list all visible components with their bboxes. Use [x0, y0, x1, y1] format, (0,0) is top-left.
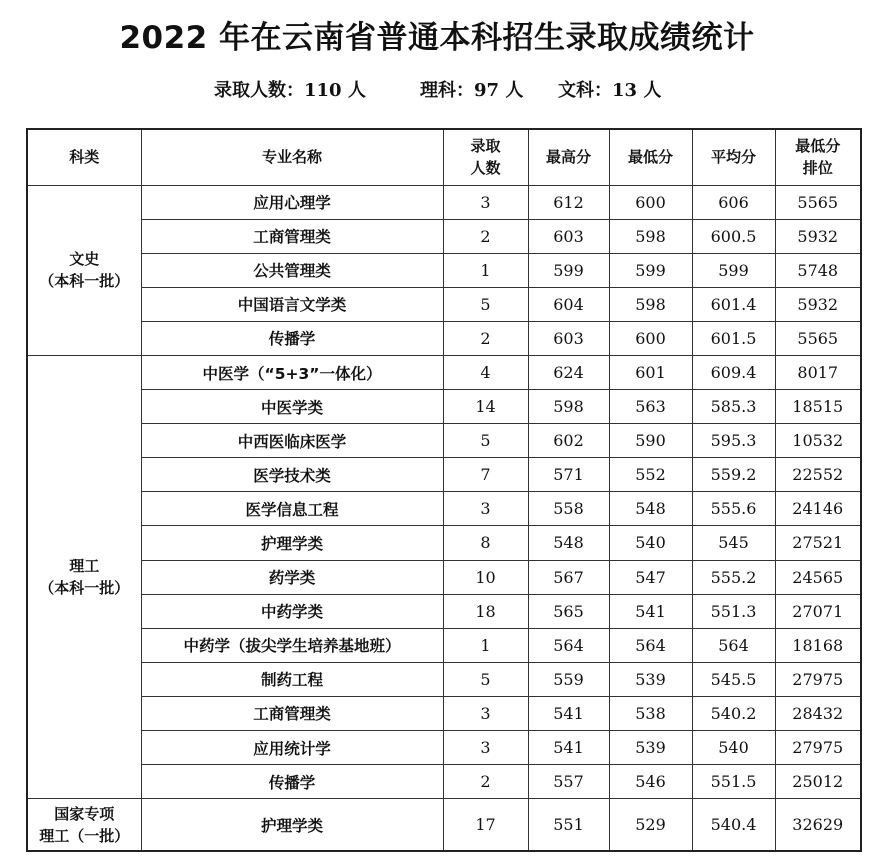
admitted-cell: 2: [443, 219, 528, 253]
min-rank-cell: 25012: [775, 765, 861, 799]
header-avg-score: 平均分: [692, 129, 775, 185]
min-rank-cell: 27975: [775, 662, 861, 696]
min-score-cell: 599: [609, 253, 692, 287]
major-cell: 中药学（拔尖学生培养基地班）: [141, 628, 443, 662]
avg-score-cell: 599: [692, 253, 775, 287]
category-cell: 理工 （本科一批）: [27, 355, 141, 798]
min-score-cell: 541: [609, 594, 692, 628]
min-rank-cell: 5565: [775, 185, 861, 219]
admitted-cell: 2: [443, 765, 528, 799]
avg-score-cell: 551.5: [692, 765, 775, 799]
admitted-cell: 18: [443, 594, 528, 628]
min-score-cell: 598: [609, 219, 692, 253]
header-max-score: 最高分: [528, 129, 609, 185]
header-min-score: 最低分: [609, 129, 692, 185]
max-score-cell: 548: [528, 526, 609, 560]
max-score-cell: 598: [528, 390, 609, 424]
avg-score-cell: 606: [692, 185, 775, 219]
min-rank-cell: 10532: [775, 424, 861, 458]
max-score-cell: 599: [528, 253, 609, 287]
admitted-cell: 1: [443, 253, 528, 287]
min-score-cell: 546: [609, 765, 692, 799]
min-rank-cell: 18168: [775, 628, 861, 662]
major-cell: 中医学（“5+3”一体化）: [141, 355, 443, 389]
table-row: [27, 662, 861, 696]
major-cell: 药学类: [141, 560, 443, 594]
min-rank-cell: 27975: [775, 731, 861, 765]
table-row: [27, 799, 861, 851]
min-score-cell: 548: [609, 492, 692, 526]
header-major: 专业名称: [141, 129, 443, 185]
avg-score-cell: 585.3: [692, 390, 775, 424]
min-rank-cell: 32629: [775, 799, 861, 851]
max-score-cell: 551: [528, 799, 609, 851]
avg-score-cell: 555.2: [692, 560, 775, 594]
admitted-cell: 3: [443, 492, 528, 526]
major-cell: 公共管理类: [141, 253, 443, 287]
admitted-cell: 4: [443, 355, 528, 389]
max-score-cell: 557: [528, 765, 609, 799]
summary-arts: 文科：13 人: [558, 80, 662, 101]
admitted-cell: 17: [443, 799, 528, 851]
admitted-cell: 5: [443, 287, 528, 321]
table-row: [27, 696, 861, 730]
min-rank-cell: 5748: [775, 253, 861, 287]
table-row: [27, 185, 861, 219]
major-cell: 应用统计学: [141, 731, 443, 765]
max-score-cell: 541: [528, 731, 609, 765]
min-score-cell: 529: [609, 799, 692, 851]
avg-score-cell: 559.2: [692, 458, 775, 492]
table-row: [27, 765, 861, 799]
table-row: [27, 731, 861, 765]
min-rank-cell: 8017: [775, 355, 861, 389]
avg-score-cell: 540.4: [692, 799, 775, 851]
avg-score-cell: 600.5: [692, 219, 775, 253]
header-admitted: 录取 人数: [443, 129, 528, 185]
min-score-cell: 564: [609, 628, 692, 662]
major-cell: 工商管理类: [141, 696, 443, 730]
min-score-cell: 601: [609, 355, 692, 389]
avg-score-cell: 595.3: [692, 424, 775, 458]
table-row: [27, 628, 861, 662]
min-score-cell: 590: [609, 424, 692, 458]
admitted-cell: 5: [443, 424, 528, 458]
max-score-cell: 603: [528, 321, 609, 355]
major-cell: 工商管理类: [141, 219, 443, 253]
max-score-cell: 559: [528, 662, 609, 696]
admitted-cell: 1: [443, 628, 528, 662]
major-cell: 制药工程: [141, 662, 443, 696]
avg-score-cell: 555.6: [692, 492, 775, 526]
min-score-cell: 600: [609, 185, 692, 219]
min-score-cell: 539: [609, 731, 692, 765]
table-row: [27, 321, 861, 355]
avg-score-cell: 540: [692, 731, 775, 765]
max-score-cell: 571: [528, 458, 609, 492]
min-rank-cell: 18515: [775, 390, 861, 424]
min-rank-cell: 5565: [775, 321, 861, 355]
min-rank-cell: 28432: [775, 696, 861, 730]
min-score-cell: 598: [609, 287, 692, 321]
max-score-cell: 603: [528, 219, 609, 253]
header-min-rank: 最低分 排位: [775, 129, 861, 185]
min-rank-cell: 27521: [775, 526, 861, 560]
table-row: [27, 253, 861, 287]
major-cell: 中药学类: [141, 594, 443, 628]
table-row: [27, 390, 861, 424]
table-row: [27, 219, 861, 253]
major-cell: 传播学: [141, 765, 443, 799]
avg-score-cell: 545: [692, 526, 775, 560]
category-cell: 文史 （本科一批）: [27, 185, 141, 355]
max-score-cell: 564: [528, 628, 609, 662]
max-score-cell: 624: [528, 355, 609, 389]
max-score-cell: 541: [528, 696, 609, 730]
category-cell: 国家专项 理工（一批）: [27, 799, 141, 851]
admitted-cell: 5: [443, 662, 528, 696]
page-title: 2022 年在云南省普通本科招生录取成绩统计: [119, 20, 755, 56]
header-category: 科类: [27, 129, 141, 185]
min-score-cell: 552: [609, 458, 692, 492]
table-row: [27, 492, 861, 526]
major-cell: 护理学类: [141, 526, 443, 560]
major-cell: 中西医临床医学: [141, 424, 443, 458]
major-cell: 应用心理学: [141, 185, 443, 219]
avg-score-cell: 601.5: [692, 321, 775, 355]
min-rank-cell: 5932: [775, 219, 861, 253]
major-cell: 护理学类: [141, 799, 443, 851]
avg-score-cell: 564: [692, 628, 775, 662]
table-row: [27, 560, 861, 594]
summary-total: 录取人数：110 人: [214, 80, 366, 101]
admitted-cell: 3: [443, 696, 528, 730]
min-score-cell: 540: [609, 526, 692, 560]
avg-score-cell: 545.5: [692, 662, 775, 696]
major-cell: 传播学: [141, 321, 443, 355]
min-score-cell: 600: [609, 321, 692, 355]
min-score-cell: 563: [609, 390, 692, 424]
admitted-cell: 8: [443, 526, 528, 560]
admitted-cell: 3: [443, 185, 528, 219]
table-row: [27, 355, 861, 389]
table-row: [27, 526, 861, 560]
major-cell: 中医学类: [141, 390, 443, 424]
admitted-cell: 3: [443, 731, 528, 765]
admitted-cell: 7: [443, 458, 528, 492]
max-score-cell: 565: [528, 594, 609, 628]
min-rank-cell: 27071: [775, 594, 861, 628]
min-score-cell: 539: [609, 662, 692, 696]
min-score-cell: 547: [609, 560, 692, 594]
min-score-cell: 538: [609, 696, 692, 730]
avg-score-cell: 551.3: [692, 594, 775, 628]
min-rank-cell: 24146: [775, 492, 861, 526]
avg-score-cell: 609.4: [692, 355, 775, 389]
table-header-row: [27, 129, 861, 185]
min-rank-cell: 5932: [775, 287, 861, 321]
summary-science: 理科：97 人: [420, 80, 524, 101]
major-cell: 中国语言文学类: [141, 287, 443, 321]
max-score-cell: 612: [528, 185, 609, 219]
major-cell: 医学信息工程: [141, 492, 443, 526]
admitted-cell: 2: [443, 321, 528, 355]
table-row: [27, 458, 861, 492]
min-rank-cell: 22552: [775, 458, 861, 492]
table-row: [27, 287, 861, 321]
max-score-cell: 602: [528, 424, 609, 458]
admitted-cell: 14: [443, 390, 528, 424]
admitted-cell: 10: [443, 560, 528, 594]
avg-score-cell: 601.4: [692, 287, 775, 321]
min-rank-cell: 24565: [775, 560, 861, 594]
max-score-cell: 558: [528, 492, 609, 526]
table-row: [27, 594, 861, 628]
table-row: [27, 424, 861, 458]
max-score-cell: 567: [528, 560, 609, 594]
avg-score-cell: 540.2: [692, 696, 775, 730]
admission-score-table: [26, 128, 862, 852]
max-score-cell: 604: [528, 287, 609, 321]
major-cell: 医学技术类: [141, 458, 443, 492]
